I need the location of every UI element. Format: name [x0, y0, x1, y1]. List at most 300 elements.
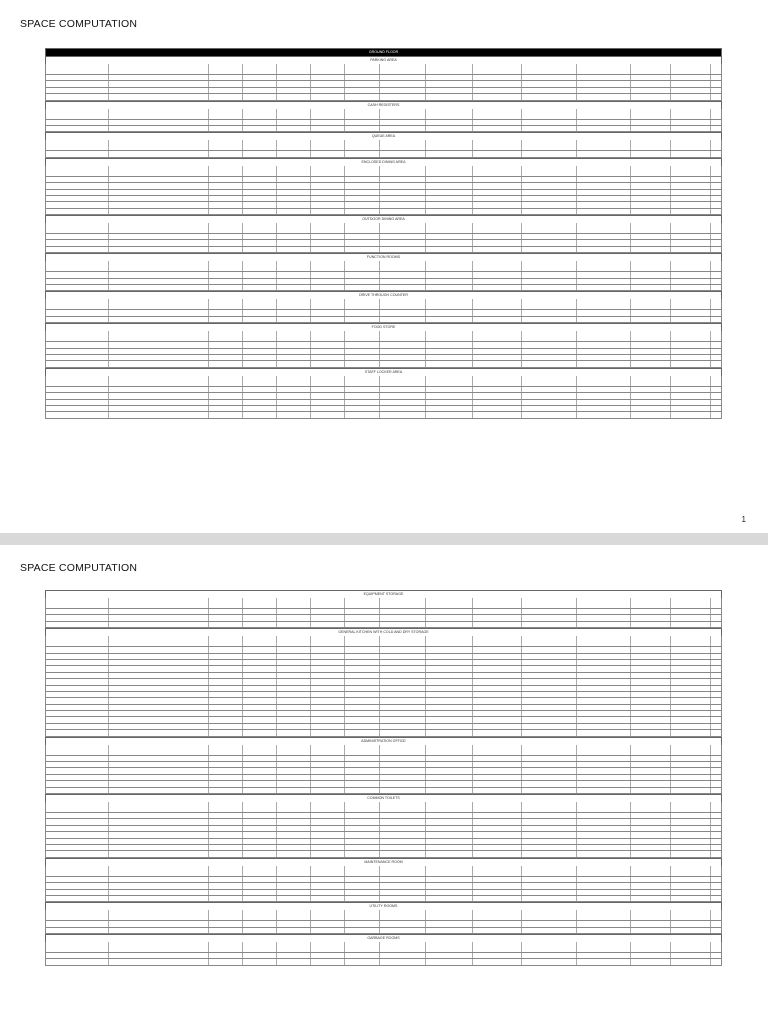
header-cell — [209, 745, 243, 755]
table-cell — [345, 412, 380, 417]
header-cell — [277, 331, 311, 341]
table-cell — [426, 686, 473, 691]
table-cell — [671, 190, 711, 195]
table-cell — [671, 768, 711, 773]
header-cell — [426, 140, 473, 150]
table-cell — [426, 400, 473, 405]
header-cell — [631, 140, 671, 150]
table-cell — [345, 883, 380, 888]
table-cell — [473, 673, 522, 678]
table-cell — [711, 387, 743, 392]
header-cell — [522, 910, 577, 920]
header-cell — [277, 109, 311, 119]
table-cell — [671, 81, 711, 86]
table-cell — [345, 81, 380, 86]
table-cell — [311, 400, 345, 405]
table-cell — [311, 647, 345, 652]
table-cell — [380, 126, 426, 131]
table-cell — [209, 730, 243, 735]
table-cell — [426, 673, 473, 678]
table-cell — [522, 406, 577, 411]
table-cell — [522, 692, 577, 697]
table-cell — [380, 196, 426, 201]
table-cell — [711, 928, 743, 933]
header-cell — [46, 745, 109, 755]
table-cell — [711, 775, 743, 780]
column-header-row — [45, 636, 722, 647]
table-cell — [311, 883, 345, 888]
table-cell — [311, 666, 345, 671]
table-cell — [46, 762, 109, 767]
table-cell — [380, 654, 426, 659]
table-cell — [522, 813, 577, 818]
table-cell — [577, 355, 631, 360]
table-cell — [473, 832, 522, 837]
table-cell — [577, 928, 631, 933]
table-cell — [522, 832, 577, 837]
table-cell — [577, 839, 631, 844]
table-cell — [711, 692, 743, 697]
table-cell — [522, 673, 577, 678]
table-cell — [109, 81, 209, 86]
table-cell — [473, 724, 522, 729]
table-cell — [345, 762, 380, 767]
table-cell — [109, 851, 209, 856]
header-cell — [631, 261, 671, 271]
table-cell — [243, 819, 277, 824]
header-cell — [209, 866, 243, 876]
header-cell — [577, 261, 631, 271]
table-cell — [426, 349, 473, 354]
table-cell — [671, 120, 711, 125]
table-cell — [426, 781, 473, 786]
header-cell — [109, 866, 209, 876]
table-cell — [426, 756, 473, 761]
table-cell — [209, 317, 243, 322]
table-cell — [671, 349, 711, 354]
table-cell — [345, 622, 380, 627]
table-cell — [243, 953, 277, 958]
table-cell — [631, 679, 671, 684]
table-cell — [46, 342, 109, 347]
header-cell — [671, 745, 711, 755]
table-cell — [631, 285, 671, 290]
header-cell — [109, 910, 209, 920]
table-cell — [345, 355, 380, 360]
table-cell — [711, 202, 743, 207]
header-cell — [522, 109, 577, 119]
header-cell — [46, 166, 109, 176]
table-cell — [711, 81, 743, 86]
table-cell — [46, 126, 109, 131]
table-cell — [631, 317, 671, 322]
table-cell — [671, 151, 711, 156]
header-cell — [577, 910, 631, 920]
table-cell — [380, 240, 426, 245]
table-cell — [46, 724, 109, 729]
table-cell — [109, 711, 209, 716]
page-title: SPACE COMPUTATION — [20, 562, 138, 574]
table-cell — [711, 247, 743, 252]
header-cell — [671, 261, 711, 271]
header-cell — [426, 910, 473, 920]
table-cell — [426, 355, 473, 360]
header-cell — [46, 299, 109, 309]
table-cell — [426, 851, 473, 856]
table-cell — [522, 88, 577, 93]
header-cell — [473, 109, 522, 119]
table-cell — [209, 234, 243, 239]
table-cell — [209, 279, 243, 284]
table-cell — [243, 120, 277, 125]
table-cell — [522, 775, 577, 780]
table-cell — [277, 698, 311, 703]
table-cell — [243, 768, 277, 773]
table-cell — [473, 921, 522, 926]
table-cell — [426, 705, 473, 710]
table-cell — [577, 705, 631, 710]
table-cell — [473, 647, 522, 652]
header-cell — [522, 64, 577, 74]
header-cell — [243, 636, 277, 646]
table-cell — [243, 310, 277, 315]
table-cell — [711, 826, 743, 831]
table-cell — [711, 832, 743, 837]
table-cell — [426, 692, 473, 697]
table-cell — [380, 393, 426, 398]
table-cell — [277, 272, 311, 277]
table-cell — [577, 762, 631, 767]
header-cell — [426, 109, 473, 119]
header-cell — [380, 109, 426, 119]
table-cell — [109, 666, 209, 671]
header-cell — [671, 166, 711, 176]
table-cell — [426, 660, 473, 665]
column-header-row — [45, 866, 722, 877]
header-cell — [109, 636, 209, 646]
table-cell — [671, 756, 711, 761]
table-cell — [631, 183, 671, 188]
header-cell — [631, 745, 671, 755]
table-cell — [277, 387, 311, 392]
table-cell — [522, 272, 577, 277]
table-cell — [380, 686, 426, 691]
table-cell — [345, 877, 380, 882]
table-cell — [46, 711, 109, 716]
table-cell — [209, 928, 243, 933]
header-cell — [577, 636, 631, 646]
table-cell — [473, 615, 522, 620]
table-cell — [209, 183, 243, 188]
header-cell — [380, 331, 426, 341]
table-cell — [473, 81, 522, 86]
column-header-row — [45, 140, 722, 151]
table-cell — [522, 781, 577, 786]
table-cell — [345, 705, 380, 710]
table-cell — [426, 928, 473, 933]
table-cell — [522, 615, 577, 620]
header-cell — [380, 866, 426, 876]
table-cell — [243, 88, 277, 93]
table-cell — [109, 393, 209, 398]
table-cell — [46, 349, 109, 354]
table-cell — [671, 730, 711, 735]
table-cell — [277, 660, 311, 665]
table-cell — [46, 698, 109, 703]
table-cell — [243, 177, 277, 182]
table-cell — [577, 686, 631, 691]
table-cell — [473, 183, 522, 188]
table-cell — [345, 317, 380, 322]
table-cell — [243, 775, 277, 780]
table-cell — [631, 692, 671, 697]
table-cell — [109, 355, 209, 360]
table-cell — [671, 762, 711, 767]
table-cell — [243, 240, 277, 245]
table-cell — [311, 851, 345, 856]
header-cell — [209, 299, 243, 309]
table-cell — [631, 953, 671, 958]
header-cell — [631, 636, 671, 646]
table-cell — [631, 730, 671, 735]
table-cell — [109, 88, 209, 93]
table-cell — [577, 609, 631, 614]
table-cell — [311, 406, 345, 411]
table-cell — [671, 406, 711, 411]
table-cell — [473, 202, 522, 207]
table-cell — [46, 883, 109, 888]
table-cell — [109, 240, 209, 245]
table-cell — [473, 361, 522, 366]
table-cell — [473, 839, 522, 844]
table-cell — [345, 890, 380, 895]
table-cell — [473, 698, 522, 703]
table-cell — [277, 959, 311, 964]
table-cell — [277, 775, 311, 780]
header-cell — [311, 745, 345, 755]
header-cell — [631, 299, 671, 309]
table-cell — [671, 883, 711, 888]
table-cell — [577, 120, 631, 125]
table-cell — [426, 279, 473, 284]
table-cell — [577, 400, 631, 405]
table-cell — [243, 762, 277, 767]
table-cell — [209, 177, 243, 182]
table-cell — [345, 654, 380, 659]
table-cell — [473, 279, 522, 284]
table-cell — [311, 622, 345, 627]
table-cell — [426, 877, 473, 882]
table-cell — [345, 730, 380, 735]
table-cell — [522, 883, 577, 888]
table-cell — [671, 234, 711, 239]
table-cell — [522, 768, 577, 773]
table-cell — [426, 953, 473, 958]
header-cell — [631, 598, 671, 608]
header-cell — [711, 109, 743, 119]
header-cell — [522, 331, 577, 341]
header-cell — [522, 802, 577, 812]
table-cell — [109, 75, 209, 80]
table-cell — [426, 775, 473, 780]
table-cell — [209, 120, 243, 125]
header-cell — [311, 910, 345, 920]
table-cell — [243, 361, 277, 366]
table-cell — [577, 896, 631, 901]
table-cell — [243, 81, 277, 86]
table-cell — [473, 959, 522, 964]
section-header: QUEUE AREA — [45, 132, 722, 140]
table-cell — [711, 851, 743, 856]
table-cell — [277, 234, 311, 239]
table-cell — [522, 959, 577, 964]
table-cell — [522, 120, 577, 125]
table-cell — [311, 832, 345, 837]
table-cell — [46, 756, 109, 761]
table-cell — [311, 896, 345, 901]
table-cell — [243, 234, 277, 239]
column-header-row — [45, 299, 722, 310]
table-cell — [631, 890, 671, 895]
table-cell — [711, 673, 743, 678]
table-cell — [577, 75, 631, 80]
table-cell — [473, 896, 522, 901]
table-cell — [109, 890, 209, 895]
column-header-row — [45, 331, 722, 342]
table-cell — [671, 387, 711, 392]
table-cell — [277, 126, 311, 131]
table-cell — [109, 412, 209, 417]
table-cell — [109, 615, 209, 620]
table-cell — [671, 126, 711, 131]
table-cell — [243, 406, 277, 411]
section-header: COMMON TOILETS — [45, 794, 722, 802]
header-cell — [311, 376, 345, 386]
table-cell — [671, 705, 711, 710]
table-cell — [426, 921, 473, 926]
table-cell — [473, 349, 522, 354]
table-cell — [277, 832, 311, 837]
table-cell — [243, 851, 277, 856]
table-cell — [522, 730, 577, 735]
header-cell — [46, 261, 109, 271]
header-cell — [345, 866, 380, 876]
table-cell — [631, 762, 671, 767]
table-cell — [522, 647, 577, 652]
table-cell — [46, 819, 109, 824]
table-cell — [522, 234, 577, 239]
table-cell — [311, 781, 345, 786]
table-cell — [109, 126, 209, 131]
table-cell — [426, 654, 473, 659]
header-cell — [345, 745, 380, 755]
header-cell — [46, 910, 109, 920]
table-cell — [473, 310, 522, 315]
table-cell — [711, 921, 743, 926]
table-cell — [209, 400, 243, 405]
table-cell — [277, 692, 311, 697]
table-cell — [345, 921, 380, 926]
header-cell — [577, 866, 631, 876]
table-cell — [109, 387, 209, 392]
table-cell — [473, 400, 522, 405]
table-cell — [426, 959, 473, 964]
table-cell — [522, 285, 577, 290]
section-header: DRIVE THROUGH COUNTER — [45, 291, 722, 299]
table-cell — [311, 177, 345, 182]
header-cell — [345, 299, 380, 309]
table-cell — [311, 654, 345, 659]
header-cell — [277, 636, 311, 646]
table-cell — [46, 877, 109, 882]
table-cell — [209, 240, 243, 245]
table-cell — [711, 959, 743, 964]
table-cell — [243, 400, 277, 405]
table-cell — [473, 285, 522, 290]
header-cell — [209, 910, 243, 920]
table-cell — [380, 361, 426, 366]
table-cell — [671, 896, 711, 901]
table-cell — [345, 724, 380, 729]
table-cell — [711, 279, 743, 284]
table-cell — [711, 609, 743, 614]
table-cell — [345, 202, 380, 207]
table-cell — [380, 190, 426, 195]
table-cell — [345, 692, 380, 697]
table-cell — [345, 679, 380, 684]
header-cell — [46, 223, 109, 233]
header-cell — [345, 331, 380, 341]
table-cell — [277, 190, 311, 195]
table-cell — [109, 826, 209, 831]
table-cell — [522, 183, 577, 188]
header-cell — [243, 376, 277, 386]
table-cell — [277, 686, 311, 691]
table-cell — [522, 349, 577, 354]
table-cell — [277, 839, 311, 844]
table-cell — [209, 698, 243, 703]
table-cell — [522, 247, 577, 252]
table-cell — [631, 673, 671, 678]
table-cell — [631, 705, 671, 710]
table-cell — [109, 679, 209, 684]
header-cell — [209, 331, 243, 341]
table-cell — [631, 826, 671, 831]
table-cell — [109, 285, 209, 290]
table-cell — [522, 877, 577, 882]
header-cell — [473, 140, 522, 150]
table-cell — [631, 81, 671, 86]
table-cell — [311, 81, 345, 86]
header-cell — [671, 299, 711, 309]
table-cell — [243, 615, 277, 620]
table-cell — [345, 190, 380, 195]
table-cell — [209, 845, 243, 850]
table-cell — [277, 285, 311, 290]
table-cell — [711, 686, 743, 691]
table-cell — [380, 717, 426, 722]
header-cell — [522, 299, 577, 309]
table-cell — [345, 609, 380, 614]
table-cell — [577, 851, 631, 856]
table-cell — [380, 94, 426, 99]
table-cell — [522, 622, 577, 627]
table-cell — [426, 88, 473, 93]
table-cell — [426, 406, 473, 411]
table-cell — [711, 730, 743, 735]
table-cell — [671, 355, 711, 360]
table-cell — [522, 387, 577, 392]
